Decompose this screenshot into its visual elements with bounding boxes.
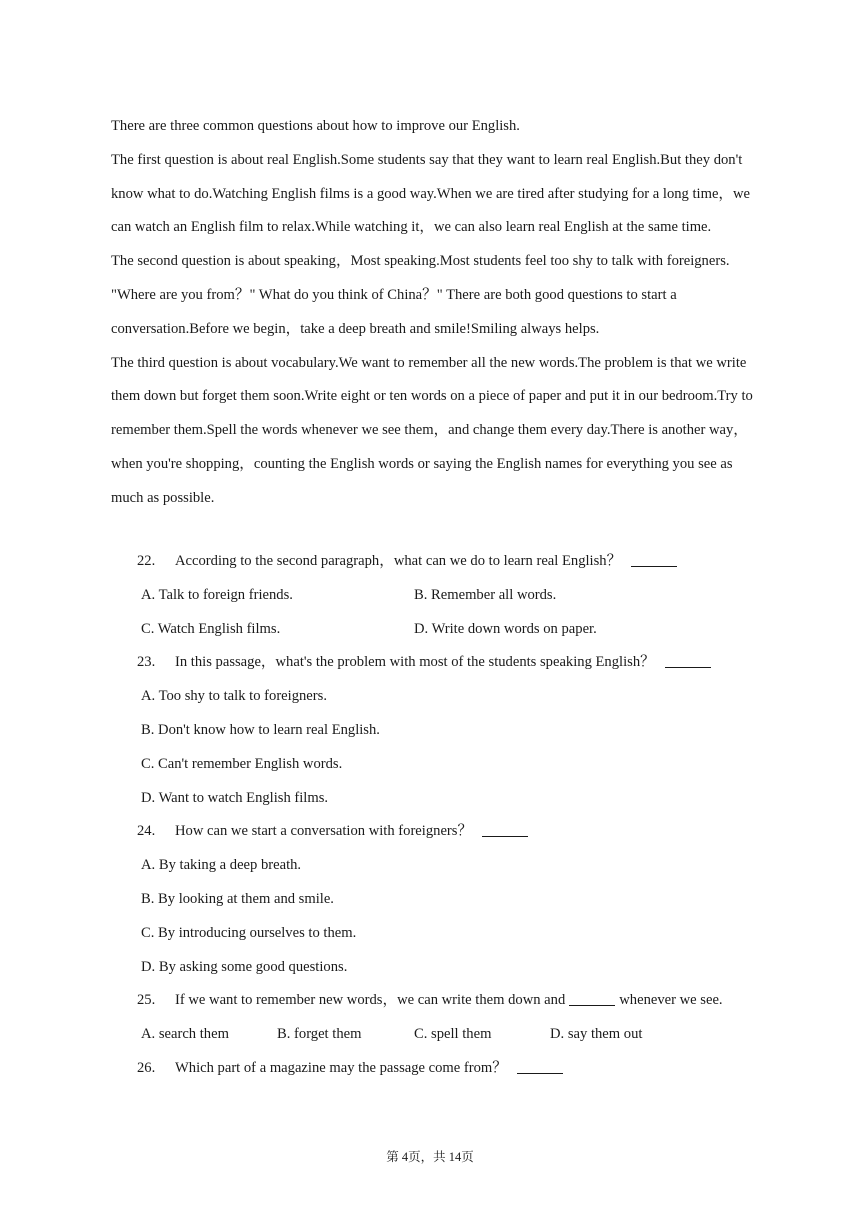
passage-paragraph-1: There are three common questions about how to improve our English.	[111, 118, 520, 134]
question-26	[137, 1058, 563, 1078]
option-22-a: A. Talk to foreign friends.	[141, 587, 293, 603]
option-22-c: C. Watch English films.	[141, 621, 281, 637]
page-footer: 第 4页，共 14页	[386, 1150, 474, 1164]
reading-passage	[111, 110, 761, 516]
option-22-b: B. Remember all words.	[414, 587, 557, 603]
question-number: 25.	[137, 992, 156, 1008]
question-number: 24.	[137, 823, 156, 839]
option-24-d: D. By asking some good questions.	[141, 959, 348, 975]
fill-blank	[569, 991, 615, 1006]
question-text-before: If we want to remember new words，we can write them down and	[175, 992, 566, 1008]
question-text: Which part of a magazine may the passage come from？	[175, 1060, 507, 1076]
question-23	[137, 652, 711, 672]
option-23-d: D. Want to watch English films.	[141, 790, 329, 806]
option-23-c: C. Can't remember English words.	[141, 756, 343, 772]
question-text: How can we start a conversation with foreigners？	[175, 823, 473, 839]
option-25-c: C. spell them	[414, 1026, 492, 1042]
answer-blank	[482, 822, 528, 837]
option-24-c: C. By introducing ourselves to them.	[141, 925, 357, 941]
question-text: According to the second paragraph，what can we do to learn real English？	[175, 553, 622, 569]
option-23-b: B. Don't know how to learn real English.	[141, 722, 380, 738]
question-25	[137, 990, 723, 1010]
passage-paragraph-3: The second question is about speaking，Most speaking.Most students feel too shy to talk with foreigners. "Where are you from？" What do you think of China？" There are both good questions to start a conversation.Before we begin，take a deep breath and smile!Smiling always helps.	[111, 253, 730, 337]
question-text: In this passage，what's the problem with most of the students speaking English？	[175, 654, 655, 670]
option-25-d: D. say them out	[550, 1026, 643, 1042]
question-24	[137, 821, 528, 841]
question-22	[137, 551, 677, 571]
passage-paragraph-2: The first question is about real English.Some students say that they want to learn real English.But they don't know what to do.Watching English films is a good way.When we are tired after studying for a long time，we can watch an English film to relax.While watching it，we can also learn real English at the same time.	[111, 151, 751, 236]
option-25-b: B. forget them	[277, 1026, 362, 1042]
option-25-a: A. search them	[141, 1026, 229, 1042]
answer-blank	[517, 1059, 563, 1074]
option-22-d: D. Write down words on paper.	[414, 621, 597, 637]
question-text-after: whenever we see.	[619, 992, 723, 1008]
answer-blank	[631, 552, 677, 567]
question-number: 23.	[137, 654, 156, 670]
passage-paragraph-4: The third question is about vocabulary.We want to remember all the new words.The problem is that we write them down but forget them soon.Write eight or ten words on a piece of paper and put it in our bedroom.Try to remember them.Spell the words whenever we see them，and change them every day.There is another way，when you're shopping，counting the English words or saying the English names for everything you see as much as possible.	[111, 354, 753, 506]
option-23-a: A. Too shy to talk to foreigners.	[141, 688, 327, 704]
answer-blank	[665, 653, 711, 668]
option-24-a: A. By taking a deep breath.	[141, 857, 302, 873]
option-24-b: B. By looking at them and smile.	[141, 891, 334, 907]
question-number: 22.	[137, 553, 156, 569]
question-number: 26.	[137, 1060, 156, 1076]
